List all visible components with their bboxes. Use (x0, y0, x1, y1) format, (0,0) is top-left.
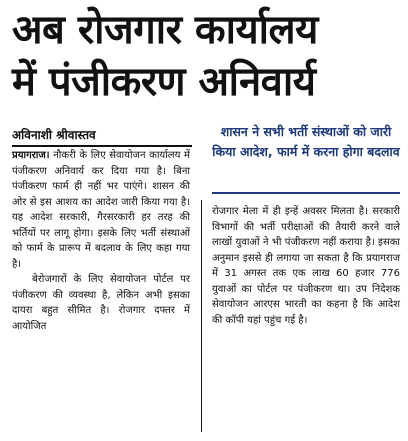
headline (12, 4, 400, 108)
subheadline: शासन ने सभी भर्ती संस्थाओं को जारी किया आदेश, फार्म में करना होगा बदलाव (212, 124, 400, 159)
article-paragraph: बेरोजगारों के लिए सेवायोजन पोर्टल पर पंजीकरण की व्यवस्था है, लेकिन अभी इसका दायरा बहुत सीमित है। रोजगार दफ्तर में आयोजित (12, 274, 190, 332)
article-column-right (212, 204, 400, 328)
byline-divider (12, 145, 192, 147)
subheadline-divider (212, 192, 400, 194)
article-text: नौकरी के लिए सेवायोजन कार्यालय में पंजीकरण अनिवार्य कर दिया गया है। बिना पंजीकरण फार्म ही नहीं भर पाएंगे। शासन की ओर से इस आशय का आदेश जारी किया गया है। यह आदेश सरकारी, गैरसरकारी हर तरह की भर्तियों पर लागू होगा। इसके लिए भर्ती संस्थाओं को फार्म के प्रारूप में बदलाव के लिए कहा गया है। (12, 150, 190, 270)
article-paragraph: रोजगार मेला में ही इन्हें अवसर मिलता है। सरकारी विभागों की भर्ती परीक्षाओं की तैयारी करने वाले लाखों युवाओं ने भी पंजीकरण नहीं कराया है। इसका अनुमान इससे ही लगाया जा सकता है कि प्रयागराज में 31 अगस्त तक एक लाख 60 हजार 776 युवाओं का पोर्टल पर पंजीकरण था। उप निदेशक सेवायोजन आरएस भारती का कहना है कि आदेश की कॉपी यहां पहुंच गई है। (212, 206, 400, 326)
article-column-left (12, 148, 190, 334)
dateline: प्रयागराज। (12, 150, 50, 161)
headline-line-1: अब रोजगार कार्यालय (12, 7, 318, 53)
byline: अविनाशी श्रीवास्तव (12, 128, 96, 142)
article-paragraph (12, 148, 190, 272)
column-divider (201, 200, 202, 432)
headline-line-2: में पंजीकरण अनिवार्य (12, 59, 316, 105)
